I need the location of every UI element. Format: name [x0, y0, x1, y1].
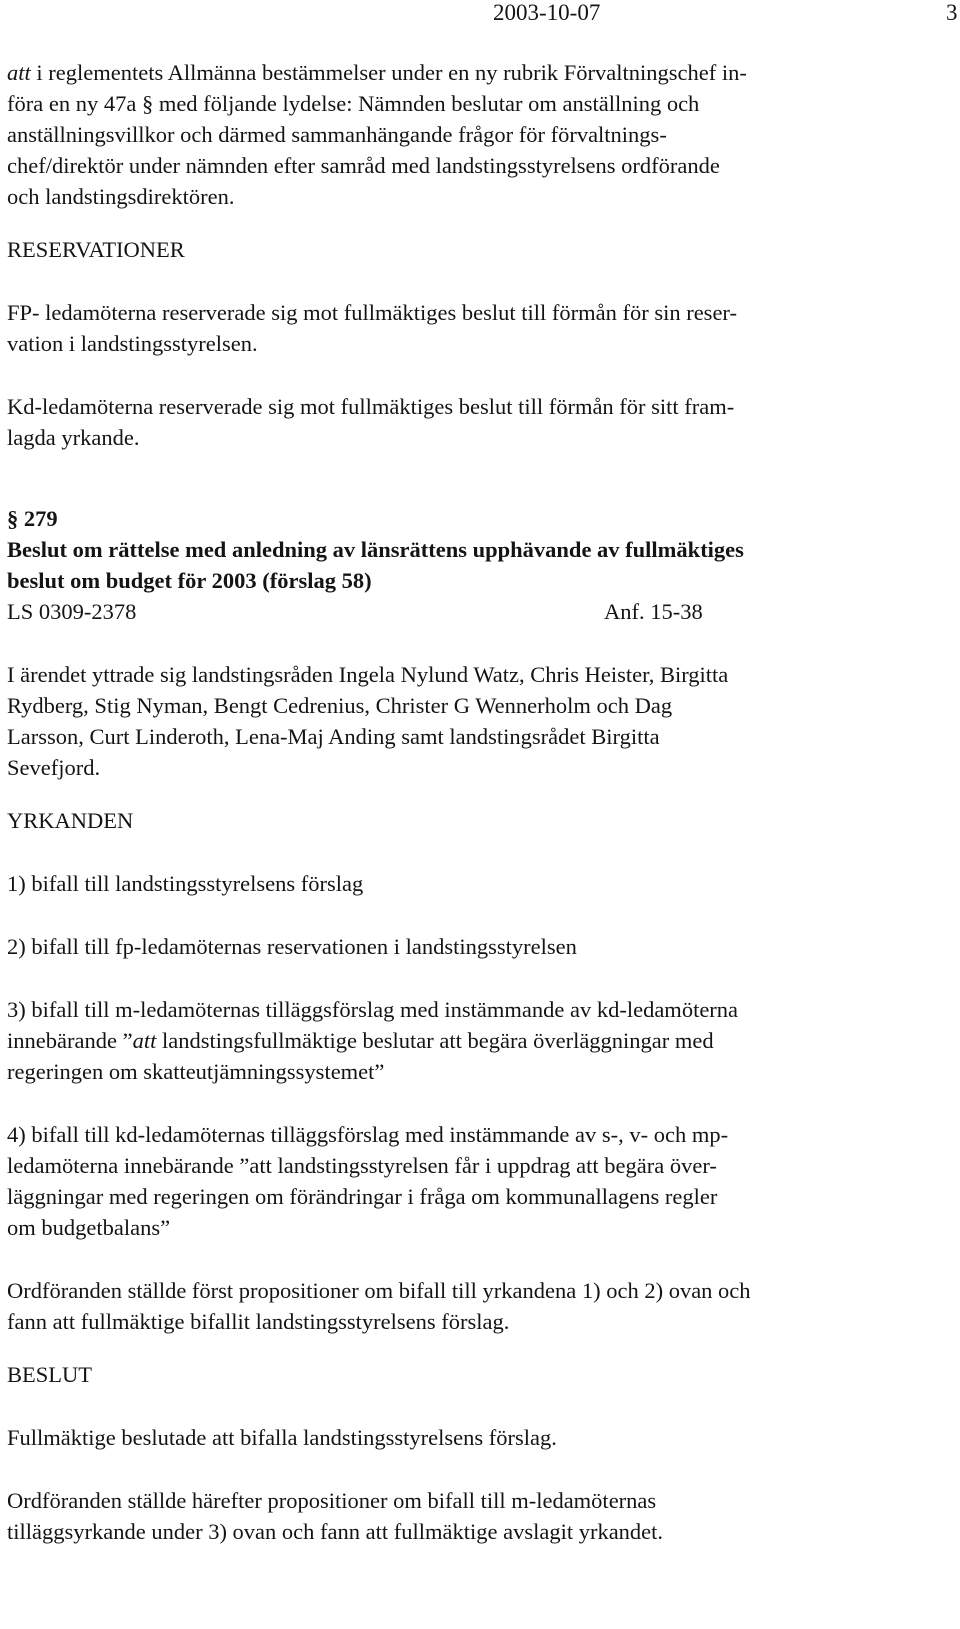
section-title [7, 534, 907, 596]
yrkande-item-4 [7, 1119, 907, 1243]
text-line: om budgetbalans” [7, 1215, 171, 1240]
text-line: att i reglementets Allmänna bestämmelser under en ny rubrik Förvaltningschef in- [7, 60, 747, 85]
intro-paragraph [7, 57, 907, 212]
debate-paragraph [7, 659, 907, 783]
text-line: anställningsvillkor och därmed sammanhängande frågor för förvaltnings- [7, 122, 667, 147]
text-line: I ärendet yttrade sig landstingsråden Ingela Nylund Watz, Chris Heister, Birgitta [7, 662, 729, 687]
yrkande-item-2: 2) bifall till fp-ledamöternas reservationen i landstingsstyrelsen [7, 934, 577, 959]
text-line: Beslut om rättelse med anledning av länsrättens upphävande av fullmäktiges [7, 537, 744, 562]
text-line: chef/direktör under nämnden efter samråd med landstingsstyrelsens ordförande [7, 153, 720, 178]
beslut-text: Fullmäktige beslutade att bifalla landstingsstyrelsens förslag. [7, 1425, 557, 1450]
yrkande-item-3 [7, 994, 907, 1087]
header-date: 2003-10-07 [493, 0, 601, 25]
text-line: fann att fullmäktige bifallit landstingsstyrelsens förslag. [7, 1309, 510, 1334]
page-header [0, 0, 960, 30]
kd-reservation-paragraph [7, 391, 907, 453]
section-heading [7, 503, 907, 627]
yrkande-item-1: 1) bifall till landstingsstyrelsens förslag [7, 871, 364, 896]
text-line: beslut om budget för 2003 (förslag 58) [7, 568, 372, 593]
text-line: föra en ny 47a § med följande lydelse: Nämnden beslutar om anställning och [7, 91, 700, 116]
lead-word: att [7, 60, 31, 85]
reference-line [7, 596, 907, 627]
text-line: Ordföranden ställde först propositioner om bifall till yrkandena 1) och 2) ovan och [7, 1278, 751, 1303]
text-line: innebärande ”att landstingsfullmäktige beslutar att begära överläggningar med [7, 1028, 714, 1053]
text-line: Ordföranden ställde härefter propositioner om bifall till m-ledamöternas [7, 1488, 657, 1513]
text-line: läggningar med regeringen om förändringar i fråga om kommunallagens regler [7, 1184, 718, 1209]
italic-word: att [132, 1028, 157, 1053]
document-body [7, 57, 907, 1547]
page-number: 3 [946, 0, 958, 25]
text-line: ledamöterna innebärande ”att landstingsstyrelsen får i uppdrag att begära över- [7, 1153, 717, 1178]
text-line: och landstingsdirektören. [7, 184, 235, 209]
reservationer-heading: RESERVATIONER [7, 237, 185, 262]
text-line: 3) bifall till m-ledamöternas tilläggsförslag med instämmande av kd-ledamöterna [7, 997, 739, 1022]
yrkanden-heading: YRKANDEN [7, 808, 134, 833]
text-line: FP- ledamöterna reserverade sig mot fullmäktiges beslut till förmån för sin reser- [7, 300, 737, 325]
beslut-heading: BESLUT [7, 1362, 93, 1387]
propositions-paragraph [7, 1275, 907, 1337]
text-line: 4) bifall till kd-ledamöternas tilläggsförslag med instämmande av s-, v- och mp- [7, 1122, 729, 1147]
text-line: Sevefjord. [7, 755, 101, 780]
text-line: Rydberg, Stig Nyman, Bengt Cedrenius, Christer G Wennerholm och Dag [7, 693, 673, 718]
fp-reservation-paragraph [7, 297, 907, 359]
text-line: Larsson, Curt Linderoth, Lena-Maj Anding samt landstingsrådet Birgitta [7, 724, 660, 749]
text-line: vation i landstingsstyrelsen. [7, 331, 258, 356]
text-line: regeringen om skatteutjämningssystemet” [7, 1059, 385, 1084]
closing-paragraph [7, 1485, 907, 1547]
section-number: § 279 [7, 506, 58, 531]
text-line: Kd-ledamöterna reserverade sig mot fullmäktiges beslut till förmån för sitt fram- [7, 394, 735, 419]
text-line: lagda yrkande. [7, 425, 140, 450]
text-line: tilläggsyrkande under 3) ovan och fann att fullmäktige avslagit yrkandet. [7, 1519, 664, 1544]
annex-reference: Anf. 15-38 [604, 599, 703, 624]
case-number: LS 0309-2378 [7, 599, 137, 624]
